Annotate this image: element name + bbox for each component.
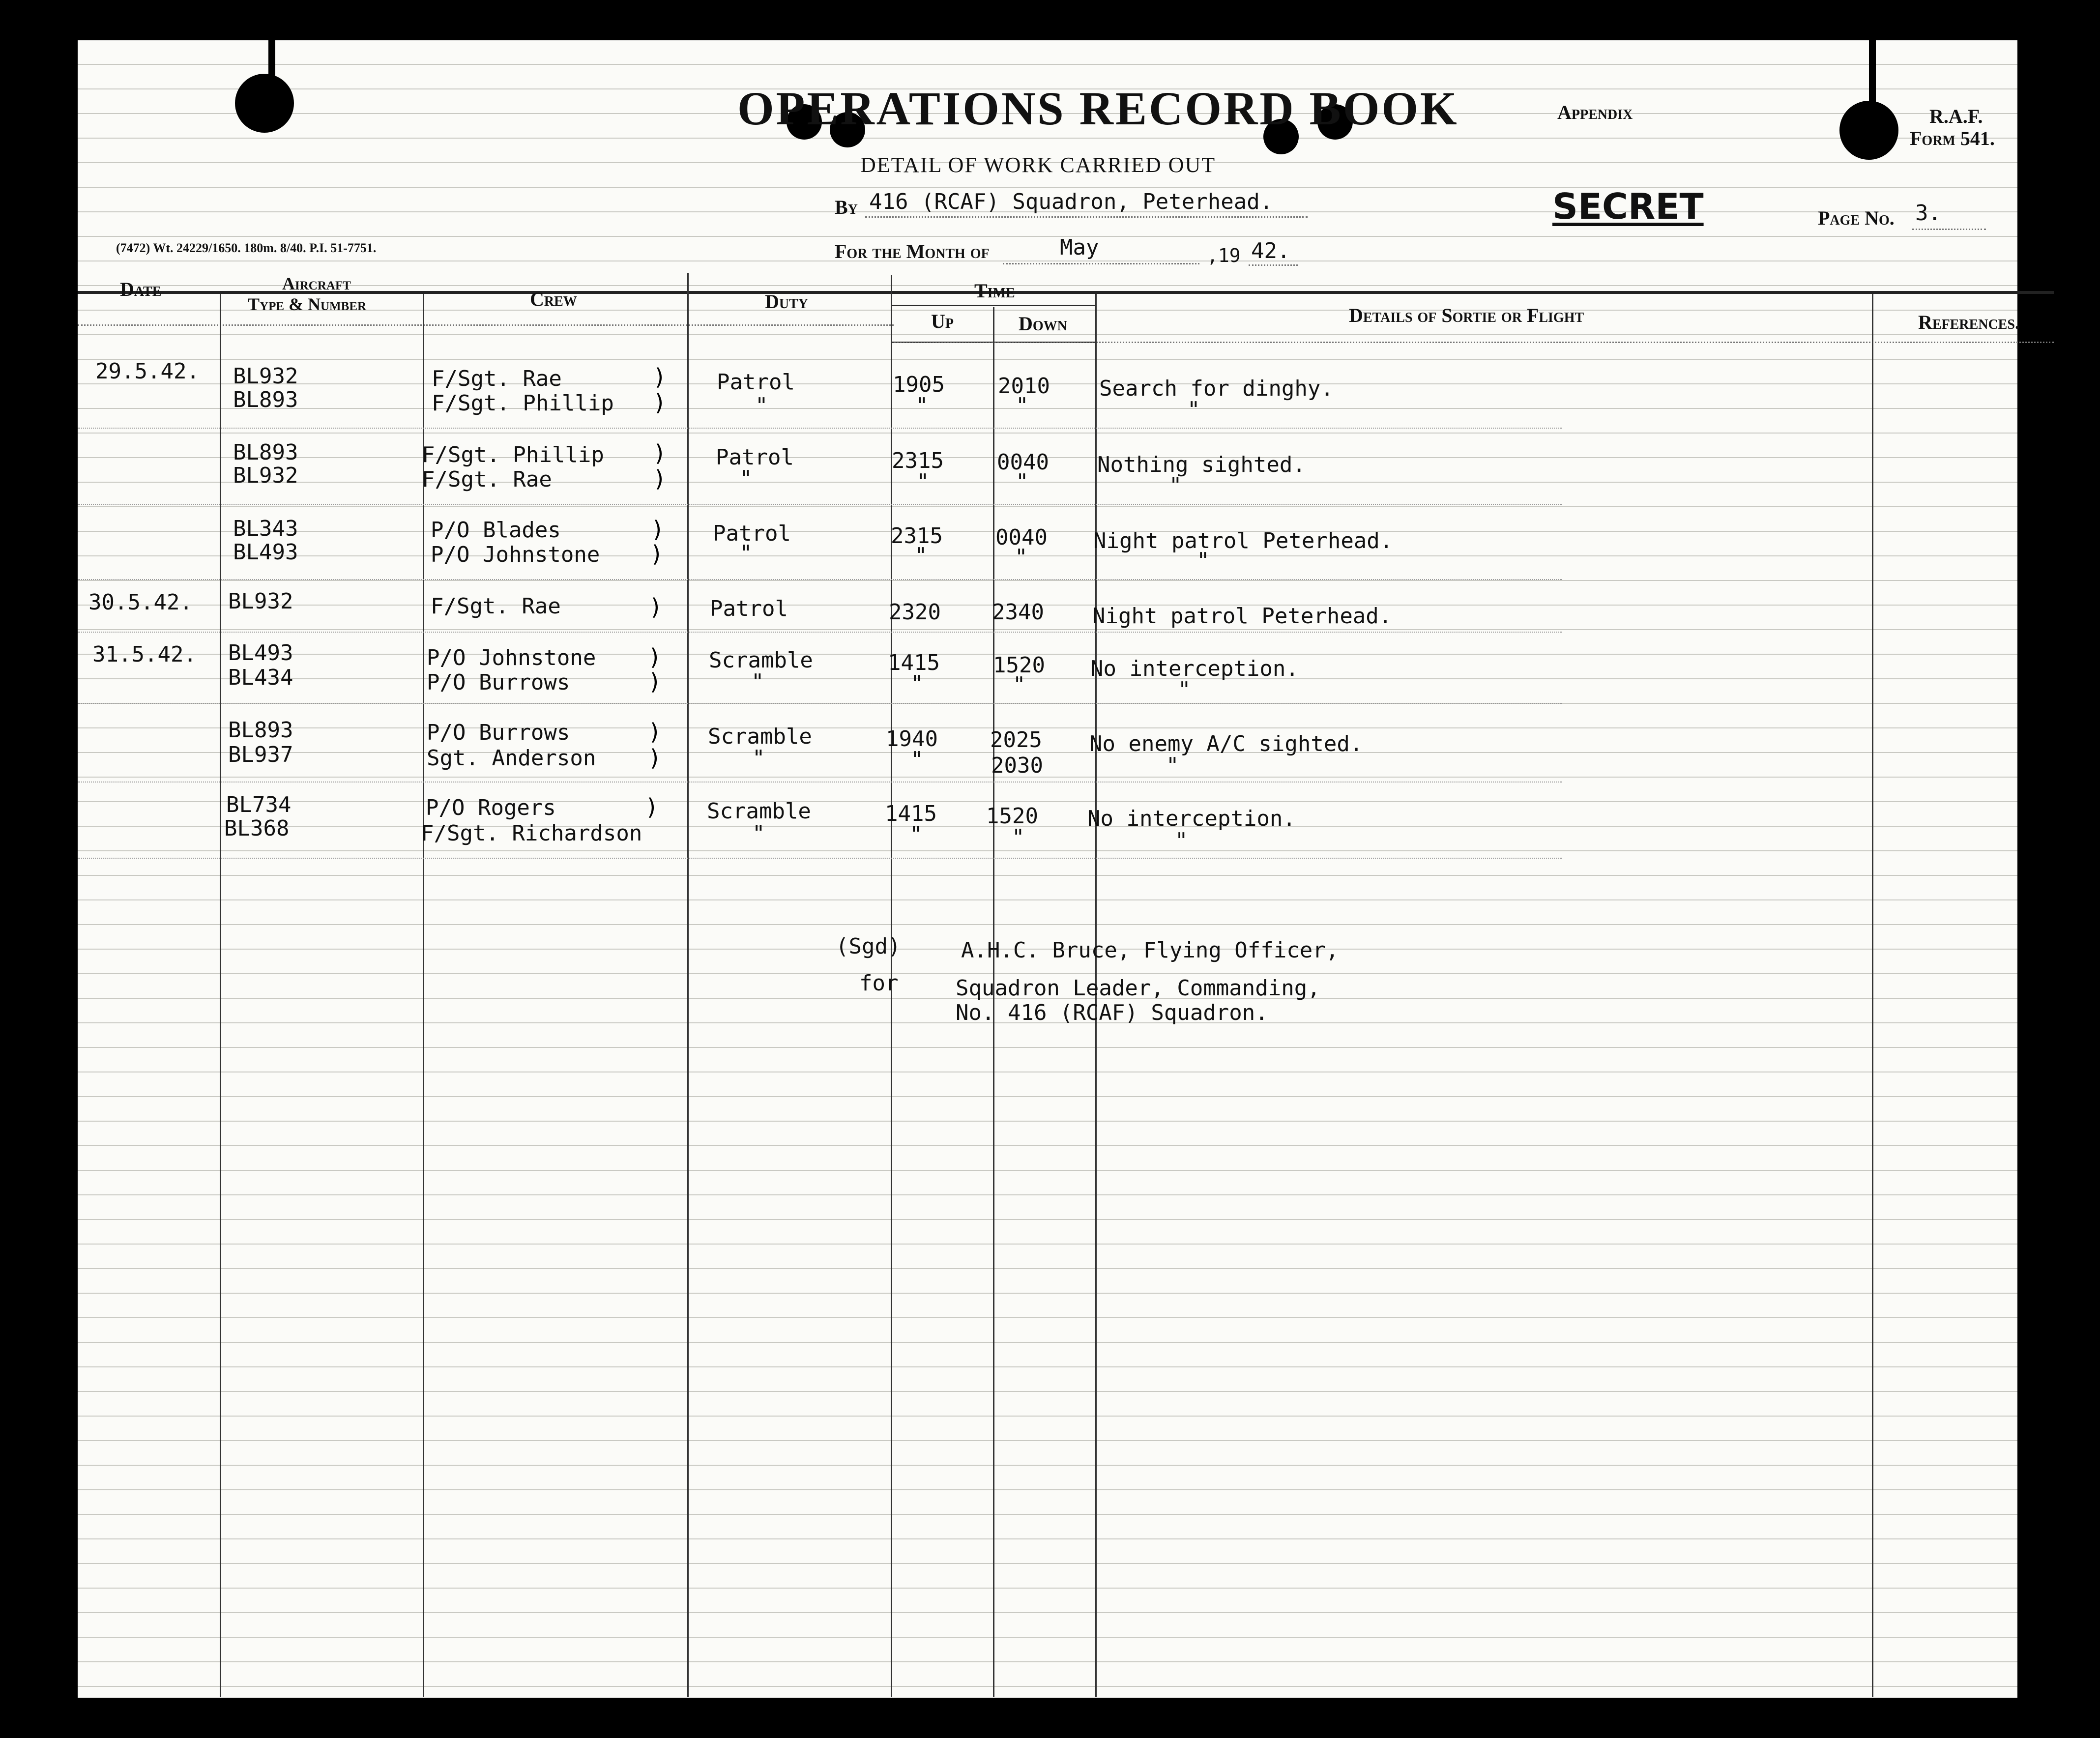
- entry-details: Night patrol Peterhead.: [1093, 528, 1393, 553]
- entry-time-down: 1520: [993, 653, 1045, 678]
- entry-time-up: ": [910, 747, 924, 772]
- binder-hole-left: [235, 74, 294, 133]
- binder-tab-right: [1869, 40, 1876, 109]
- page-number-label: Page No.: [1818, 207, 1895, 229]
- print-code: (7472) Wt. 24229/1650. 180m. 8/40. P.I. 51-7751.: [116, 241, 377, 255]
- entry-aircraft: BL734: [226, 792, 292, 817]
- header-type-number: Type & Number: [248, 294, 367, 314]
- entry-duty: ": [739, 466, 753, 491]
- entry-duty: Patrol: [716, 445, 794, 470]
- entry-crew: Sgt. Anderson: [427, 746, 596, 771]
- entry-details: ": [1178, 677, 1191, 702]
- entry-time-down: 2030: [991, 753, 1043, 778]
- entry-aircraft: BL932: [228, 589, 293, 614]
- entry-crew: P/O Burrows: [427, 670, 570, 695]
- entry-time-down: 0040: [995, 525, 1048, 550]
- entry-aircraft: BL368: [224, 816, 290, 841]
- column-rule: [1872, 294, 1873, 1697]
- header-bottom-rule: [78, 324, 894, 326]
- page-number: 3.: [1915, 201, 1941, 226]
- crew-bracket: ): [653, 389, 667, 416]
- entry-details: No interception.: [1090, 656, 1299, 681]
- entry-time-down: 2010: [998, 374, 1050, 399]
- entry-time-down: ": [1016, 393, 1029, 418]
- entry-duty: ": [751, 669, 764, 695]
- entry-details: ": [1169, 473, 1182, 498]
- entry-duty: Patrol: [713, 521, 791, 546]
- signatory-name: A.H.C. Bruce, Flying Officer,: [961, 938, 1339, 963]
- month-label: For the Month of: [835, 240, 990, 262]
- entry-time-down: ": [1016, 469, 1029, 494]
- crew-bracket: ): [648, 668, 662, 695]
- entry-crew: F/Sgt. Phillip: [422, 442, 604, 467]
- entry-duty: Scramble: [707, 799, 811, 824]
- entry-aircraft: BL493: [233, 540, 298, 565]
- crew-bracket: ): [651, 516, 665, 543]
- entry-date: 31.5.42.: [92, 642, 197, 667]
- entry-date: 29.5.42.: [95, 359, 200, 384]
- entry-details: Search for dinghy.: [1099, 376, 1334, 401]
- month-fill-line: [1003, 263, 1199, 264]
- entry-time-up: ": [916, 469, 930, 494]
- signatory-role: Squadron Leader, Commanding,: [956, 976, 1320, 1001]
- entry-crew: F/Sgt. Phillip: [432, 391, 614, 416]
- entry-time-down: ": [1012, 825, 1025, 850]
- by-label: By: [835, 196, 858, 218]
- entry-duty: Patrol: [717, 370, 795, 395]
- entry-separator: [78, 858, 1562, 859]
- table-top-rule: [78, 291, 2054, 294]
- entry-time-down: 2025: [990, 727, 1042, 753]
- year-fill-line: [1249, 264, 1298, 266]
- entry-date: 30.5.42.: [88, 590, 193, 615]
- entry-time-up: 2315: [891, 523, 943, 549]
- for-label: for: [859, 971, 899, 996]
- page-number-line: [1912, 229, 1986, 230]
- entry-aircraft: BL932: [233, 463, 298, 488]
- header-duty: Duty: [765, 290, 809, 313]
- month-value: May: [1060, 235, 1099, 260]
- entry-duty: Patrol: [710, 596, 788, 621]
- secret-stamp: SECRET: [1552, 186, 1704, 227]
- entry-aircraft: BL893: [233, 387, 298, 412]
- entry-time-up: 2320: [889, 600, 941, 625]
- entry-crew: F/Sgt. Rae: [431, 594, 561, 619]
- entry-time-up: 1415: [888, 650, 940, 675]
- entry-separator: [78, 579, 1562, 580]
- entry-time-down: ": [1015, 545, 1028, 570]
- entry-time-up: ": [915, 393, 929, 418]
- entry-aircraft: BL434: [228, 665, 293, 690]
- entry-crew: P/O Johnstone: [427, 645, 596, 670]
- entry-details: ": [1187, 397, 1200, 422]
- entry-details: No enemy A/C sighted.: [1089, 731, 1363, 756]
- entry-crew: P/O Blades: [431, 518, 561, 543]
- signatory-unit: No. 416 (RCAF) Squadron.: [956, 1000, 1268, 1025]
- entry-separator: [78, 504, 1562, 505]
- entry-time-up: ": [909, 822, 923, 847]
- entry-aircraft: BL493: [228, 640, 293, 666]
- entry-duty: Scramble: [708, 724, 812, 749]
- crew-bracket: ): [648, 745, 662, 771]
- crew-bracket: ): [653, 440, 667, 466]
- header-time: Time: [974, 280, 1015, 302]
- form-title: OPERATIONS RECORD BOOK: [737, 82, 1459, 135]
- header-down: Down: [1019, 313, 1067, 335]
- crew-bracket: ): [648, 644, 662, 670]
- entry-details: Nothing sighted.: [1097, 452, 1306, 477]
- header-crew: Crew: [530, 288, 577, 310]
- column-rule: [687, 273, 689, 1697]
- entry-duty: ": [752, 746, 765, 771]
- crew-bracket: ): [653, 465, 667, 492]
- unit-name: 416 (RCAF) Squadron, Peterhead.: [869, 189, 1273, 214]
- crew-bracket: ): [645, 794, 659, 820]
- entry-aircraft: BL937: [228, 742, 293, 767]
- entry-separator: [78, 632, 1562, 633]
- entry-time-down: 0040: [997, 450, 1049, 475]
- entry-crew: P/O Rogers: [426, 795, 556, 820]
- header-aircraft: Aircraft: [282, 274, 351, 293]
- entry-duty: ": [739, 541, 753, 566]
- entry-time-up: 2315: [892, 448, 944, 473]
- entry-crew: P/O Burrows: [427, 720, 570, 745]
- form-subtitle: DETAIL OF WORK CARRIED OUT: [860, 153, 1216, 177]
- entry-aircraft: BL343: [233, 516, 298, 541]
- entry-duty: ": [752, 821, 765, 846]
- header-date: Date: [120, 278, 162, 300]
- entry-aircraft: BL893: [228, 718, 293, 743]
- entry-time-up: 1415: [885, 801, 937, 826]
- crew-bracket: ): [650, 541, 664, 567]
- entry-time-down: ": [1013, 672, 1026, 697]
- entry-time-up: 1940: [886, 726, 938, 752]
- entry-aircraft: BL893: [233, 440, 298, 465]
- entry-time-up: 1905: [893, 372, 945, 397]
- header-references: References.: [1918, 311, 2020, 333]
- entry-separator: [78, 703, 1562, 704]
- form-number: Form 541.: [1910, 127, 1995, 149]
- crew-bracket: ): [653, 364, 667, 390]
- entry-time-down: 2340: [992, 600, 1044, 625]
- entry-crew: F/Sgt. Rae: [432, 366, 562, 391]
- binder-hole-right: [1839, 101, 1898, 160]
- header-details: Details of Sortie or Flight: [1349, 304, 1584, 326]
- entry-duty: Scramble: [709, 648, 813, 673]
- raf-label: R.A.F.: [1929, 105, 1983, 127]
- entry-crew: F/Sgt. Rae: [422, 467, 552, 492]
- time-header-divider: [892, 305, 1095, 306]
- appendix-label: Appendix: [1557, 101, 1633, 123]
- unit-fill-line: [865, 216, 1308, 218]
- entry-details: Night patrol Peterhead.: [1092, 604, 1392, 629]
- entry-aircraft: BL932: [233, 364, 298, 389]
- entry-time-down: 1520: [986, 804, 1038, 829]
- entry-time-up: ": [910, 671, 924, 696]
- entry-details: ": [1166, 753, 1179, 778]
- crew-bracket: ): [649, 594, 663, 620]
- entry-details: ": [1196, 548, 1210, 573]
- crew-bracket: ): [648, 719, 662, 745]
- entry-details: No interception.: [1087, 806, 1296, 831]
- entry-crew: P/O Johnstone: [431, 542, 600, 567]
- signed-marker: (Sgd): [836, 934, 901, 959]
- form-sheet: [78, 40, 2017, 1698]
- entry-time-up: ": [914, 543, 928, 568]
- entry-duty: ": [755, 393, 768, 418]
- entry-details: ": [1175, 828, 1188, 853]
- entry-crew: F/Sgt. Richardson: [421, 821, 642, 846]
- year-value: 42.: [1251, 238, 1290, 263]
- year-prefix: ,19: [1207, 245, 1241, 266]
- header-up: Up: [931, 310, 954, 332]
- entry-separator: [78, 428, 1562, 429]
